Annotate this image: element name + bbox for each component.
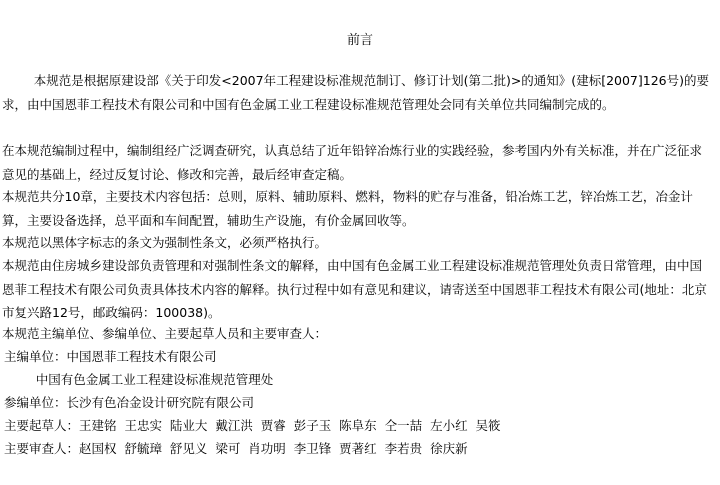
paragraph-mandatory: 本规范以黑体字标志的条文为强制性条文，必须严格执行。: [2, 235, 328, 250]
participant-units: 参编单位：长沙有色冶金设计研究院有限公司: [4, 395, 255, 410]
editor-units-line2: 中国有色金属工业工程建设标准规范管理处: [4, 372, 274, 387]
paragraph-process: 在本规范编制过程中，编制组经广泛调查研究，认真总结了近年铅锌冶炼行业的实践经验，参考国内外有关标准，并在广泛征求意见的基础上，经过反复讨论、修改和完善，最后经审查定稿。: [2, 143, 703, 182]
paragraph-contents: 本规范共分10章，主要技术内容包括：总则，原料、辅助原料、燃料，物料的贮存与准备，铅冶炼工艺，锌冶炼工艺，冶金计算，主要设备选择，总平面和车间配置，辅助生产设施，有价金属回收等。: [2, 189, 693, 228]
paragraph-origin: 本规范是根据原建设部《关于印发<2007年工程建设标准规范制订、修订计划(第二批)>的通知》(建标[2007]126号)的要求，由中国恩菲工程技术有限公司和中国有色金属工业工程建设标准规范管理处会同有关单位共同编制完成的。: [2, 73, 709, 112]
reviewers-list: 主要审查人：赵国权 舒毓璋 舒见义 梁可 肖功明 李卫锋 贾著红 李若贵 徐庆新: [4, 441, 468, 456]
drafters-list: 主要起草人：王建铭 王忠实 陆业大 戴江洪 贾睿 彭子玉 陈阜东 仝一喆 左小红 吴筱: [4, 418, 501, 433]
page-title: 前言: [346, 33, 373, 48]
paragraph-management: 本规范由住房城乡建设部负责管理和对强制性条文的解释，由中国有色金属工业工程建设标准规范管理处负责日常管理，由中国恩菲工程技术有限公司负责具体技术内容的解释。执行过程中如有意见和建议，请寄送至中国恩菲工程技术有限公司(地址：北京市复兴路12号，邮政编码：100038)。: [2, 258, 707, 320]
paragraph-personnel-intro: 本规范主编单位、参编单位、主要起草人员和主要审查人：: [2, 326, 328, 341]
editor-units-line1: 主编单位：中国恩菲工程技术有限公司: [4, 349, 217, 364]
